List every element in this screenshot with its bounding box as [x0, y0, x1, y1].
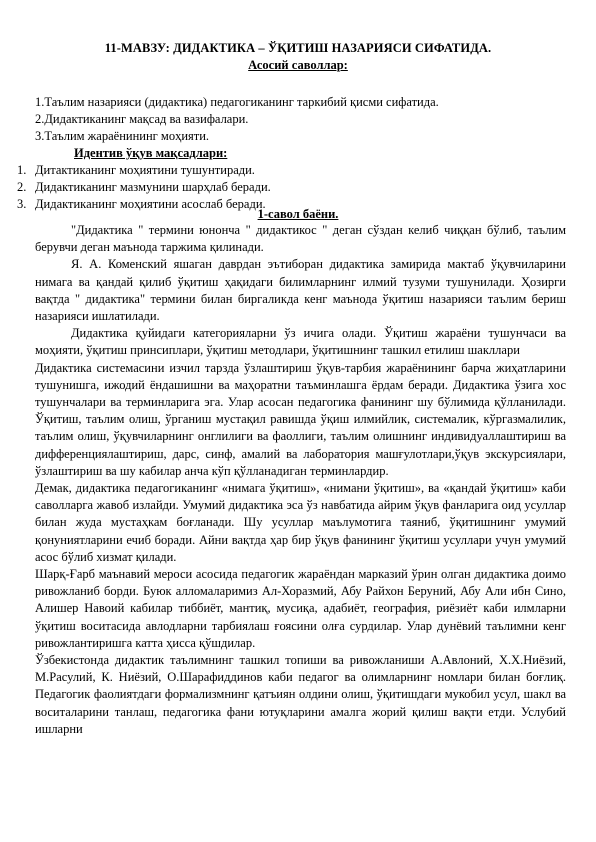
section-body	[35, 222, 566, 738]
questions-heading: Асосий саволлар:	[248, 58, 348, 72]
goal-number: 2.	[17, 180, 27, 194]
goal-number: 3.	[17, 197, 27, 211]
paragraph: Дидактика қуйидаги категорияларни ўз ичига олади. Ўқитиш жараёни тушунчаси ва моҳияти, ўқитиш принсиплари, ўқитиш методлари, ўқитишнинг ташкил етилиш шакллари	[35, 326, 566, 358]
paragraph: Ўзбекистонда дидактик таълимнинг ташкил топиши ва ривожланиши А.Авлоний, Х.Х.Ниёзий, М.Расулий, К. Ниёзий, О.Шарафиддинов каби педагог ва олимларнинг номлари билан боғлиқ. Педагогик фаолиятдаги формализмнинг қатъиян олдини олиш, ўқитишдаги мукобил усул, шакл ва воситаларини танлаш, педагогика фани ютуқларини амалга жорий қилиш вақти етди. Услубий ишларни	[35, 653, 566, 736]
goal-number: 1.	[17, 163, 27, 177]
paragraph: Дидактика системасини изчил тарзда ўзлаштириш ўқув-тарбия жараёнининг барча жиҳатларини тушунишга, ижодий ёндашишни ва маҳоратни таъминлашга ёрдам беради. Дидактика ўзига хос тушунчалари ва терминларига эга. Улар асосан педагогика фанининг шу бўлимида қўлланилади. Ўқитиш, таълим олиш, ўрганиш мустақил равишда ўқиш илмийлик, системалик, кўргазмалилик, таълим олиш, ўқувчиларнинг онглилиги ва фаоллиги, таълим олишнинг индивидуаллаштириш ва дифференциялаштириш, дарс, синф, амалий ва лаборатория машғулотлари,ўқув экскурсиялари, ўзлаштириш ва шу кабилар анча кўп қўлланадиган терминлардир.	[35, 360, 566, 478]
question-item: 1.Таълим назарияси (дидактика) педагогиканинг таркибий қисми сифатида.	[35, 95, 439, 109]
paragraph: Шарқ-Ғарб маънавий мероси асосида педагогик жараёндан марказий ўрин олган дидактика доимо ривожланиб борди. Буюк алломаларимиз Ал-Хоразмий, Абу Райхон Беруний, Абу Али ибн Сино, Алишер Навоий кабилар тиббиёт, мантиқ, мусиқа, адабиёт, география, риёзиёт каби илмларни ўқитиш воситасида авлодларни тарбиялаш ғоясини олға сурдилар. Улар дунёвий таълимни кенг ривожлантиришга катта ҳисса қўшдилар.	[35, 567, 566, 650]
page-title: 11-МАВЗУ: ДИДАКТИКА – ЎҚИТИШ НАЗАРИЯСИ СИФАТИДА.	[104, 41, 492, 55]
goals-heading: Идентив ўқув мақсадлари:	[74, 146, 228, 160]
goal-text: Дитактиканинг моҳиятини тушунтиради.	[35, 163, 255, 177]
question-item: 2.Дидактиканинг мақсад ва вазифалари.	[35, 112, 249, 126]
section-heading: 1-савол баёни.	[257, 207, 339, 221]
paragraph: "Дидактика " термини юнонча " дидактикос " деган сўздан келиб чиққан бўлиб, таълим берувчи деган маънода таржима қилинади.	[35, 223, 566, 255]
goal-text: Дидактиканинг моҳиятини асослаб беради.	[35, 197, 266, 211]
paragraph: Демак, дидактика педагогиканинг «нимага ўқитиш», «нимани ўқитиш», ва «қандай ўқитиш» каби саволларга жавоб излайди. Умумий дидактика эса ўз навбатида айрим ўқув фанларига оид усуллар билан жуда мустаҳкам боғланади. Шу усуллар маълумотига таяниб, ўқитишнинг умумий қонуниятларини ечиб боради. Айни вақтда ҳар бир ўқув фанининг ўқитиш усуллари учун умумий асос бўлиб хизмат қилади.	[35, 481, 566, 564]
question-item: 3.Таълим жараёнининг моҳияти.	[35, 129, 210, 143]
paragraph: Я. А. Коменский яшаган даврдан эътиборан дидактика замирида мактаб ўқувчиларини нимага ва қандай қилиб ўқитиш ҳақидаги билимларнинг илмий тузуми тушунилади. Ҳозирги вақтда " дидактика" термини билан биргаликда кенг маънода ўқитиш назарияси таълим бериш назарияси ишлатилади.	[35, 257, 566, 324]
goal-text: Дидактиканинг мазмунини шарҳлаб беради.	[35, 180, 271, 194]
